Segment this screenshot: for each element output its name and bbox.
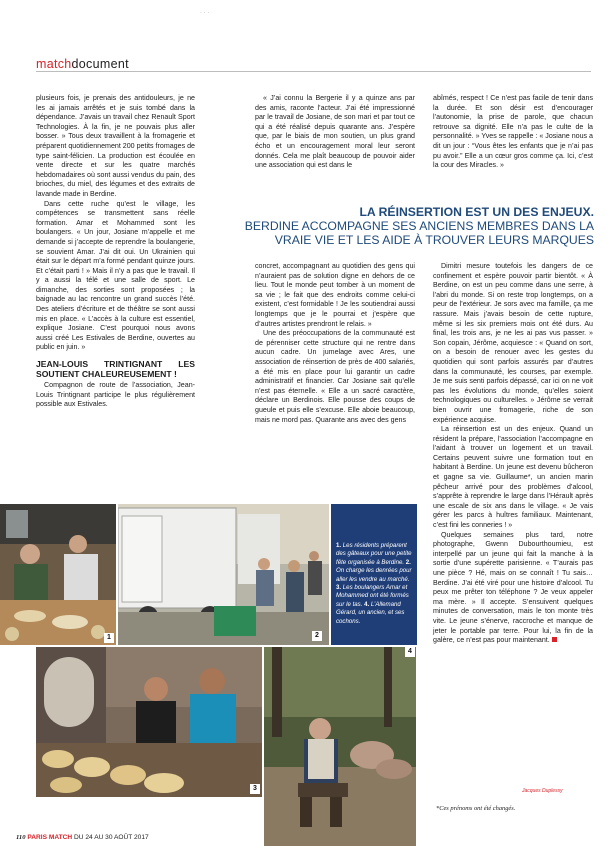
photo-kitchen-illustration xyxy=(0,504,116,645)
article-end-marker-icon xyxy=(552,637,557,642)
article-column-1 xyxy=(36,94,195,410)
col3-top-paragraph: abîmés, respect ! Ce n’est pas facile de tenir dans la durée. Et son désir est d’encourager l’autonomie, la prise de parole, que chacun retrouve sa dignité. Elle n’a pas le culte de la personnalité. » Yves se rappelle : « Josiane nous a dit un jour : “Vous êtes les enfants que je n’ai pas pu avoir.” Elle a un cœur gros comme ça. Ici, c’est la cour des Miracles. » xyxy=(433,94,593,170)
photo-bakers xyxy=(36,647,262,797)
footnote-text: *Ces prénoms ont été changés. xyxy=(436,805,516,812)
caption-number-2: 2. xyxy=(405,558,411,566)
caption-number-1: 1. xyxy=(336,542,342,549)
article-column-3-top xyxy=(433,94,593,171)
rubric-suffix: document xyxy=(71,57,129,71)
col3-mid-paragraph-1: Dimitri mesure toutefois les dangers de ce confinement et espère pouvoir partir bientôt. « À Berdine, on est un peu comme dans une serre, à l’abri du monde. Si on reste trop longtemps, on a peur de l’extérieur. Je sors avec ma famille, ça me rassure. Mais j’avais besoin de cette rupture, même si les six premiers mois ont été durs. Au final, les trois ans, je ne les ai pas vus passer. » Son copain, Jérôme, acquiesce : « Quand on sort, on a besoin de renouer avec les gestes du quotidien qui sont parfois assurés par d’autres dans la communauté, les courses, par exemple. Je me suis senti parfois dépassé, car ici on ne voit pas les évolutions du monde, qu’elles soient technologiques ou culturelles. » Jérôme se verrait bien ouvrir une fromagerie, riche de son expérience acquise. xyxy=(433,262,593,424)
top-registration-mark: · · · xyxy=(200,10,210,16)
pull-headline-line-1: LA RÉINSERTION EST UN DES ENJEUX. xyxy=(359,205,594,219)
caption-number-3: 3. xyxy=(336,584,342,592)
photo-truck-illustration xyxy=(118,504,329,645)
col1-paragraph-2: Dans cette ruche qu’est le village, les compétences se transmettent sans réelle formation. Amar et Mohammed sont les boulangers. « Un jour, Josiane m’appelle et me demande si j’accepte de reprendre la boulangerie, se souvient Amar. J’ai dit oui. Un Ukrainien qui était sur le départ m’a formé pendant quinze jours. Et c’était parti ! » Mais il n’y a pas que le travail. Il y a aussi la télé et une salle de sport. Le dimanche, des sorties sont proposées ; la baignade au lac rencontre un grand succès l’été. Des ateliers d’écriture et de théâtre se sont aussi mis en place. « L’accès à la culture est essentiel, explique Josiane. C’est pourquoi nous avons aussi créé Les Estivales de Berdine, ouvertes au public en juin. » xyxy=(36,199,195,352)
issue-dates: DU 24 AU 30 AOÛT 2017 xyxy=(74,834,149,841)
col2-mid-paragraph-2: Une des préoccupations de la communauté est de pérenniser cette structure qui ne rentre dans aucun cadre. Un jumelage avec Ares, une association de réinsertion de près de 400 salariés, a été mis en place pour lui garantir un cadre administratif et financier. Car Josiane sait qu’elle n’est pas éternelle. « Elle a un sacré caractère, déclare un Berdinois. Elle pousse des coups de gueule et puis elle s’excuse. Elle aboie beaucoup, mais ne mord pas. Quarante ans avec des gens xyxy=(255,329,415,424)
pull-headline xyxy=(210,205,594,247)
article-column-2-top xyxy=(255,94,415,171)
photo-man-with-pigs-illustration xyxy=(264,647,416,846)
caption-text-3: Les boulangers Amar et Mohammed ont été formés sur le tas. xyxy=(336,584,409,608)
photo-bakers-illustration xyxy=(36,647,262,797)
caption-number-4: 4. xyxy=(364,600,370,608)
footnote xyxy=(436,805,515,812)
photo-number-2: 2 xyxy=(312,631,322,641)
col2-mid-paragraph-1: concret, accompagnant au quotidien des gens qui n’auraient pas de solution digne en dehors de ce lieu. Tout le monde peut tomber à un moment de sa vie ; le fait que des endroits comme celui-ci existent, c’est formidable ! Je les soutiendrai aussi longtemps que je le pourrai et j’espère que d’autres artistes prendront le relais. » xyxy=(255,262,415,328)
article-column-2-middle xyxy=(255,262,415,425)
caption-text-1: Les résidents préparent des gâteaux pour une petite fête organisée à Berdine. xyxy=(336,542,412,566)
col1-paragraph-1: plusieurs fois, je prenais des antidouleurs, je ne les ai jamais arrêtés et je suis tombé dans la dépendance. J’avais un travail chez Renault Sport Technologies. À la fin, je ne pouvais plus aller bosser. » Tous deux travaillent à la fromagerie et préparent quotidiennement 200 petits fromages de type saint-félicien. La production est écoulée en vente directe et sur les quatre marchés hebdomadaires où sont aussi vendus du pain, des brioches, du miel, des légumes et des extraits de lavande made in Berdine. xyxy=(36,94,195,198)
header-rule xyxy=(36,71,591,72)
photo-man-with-pigs xyxy=(264,647,416,846)
col3-mid-paragraph-2: La réinsertion est un des enjeux. Quand un résident la prépare, l’association l’accompagne en l’aidant à trouver un logement et un travail. Certains peuvent suivre une formation tout en habitant à Berdine. Un jeune est devenu bûcheron et gagne sa vie. Guillaume*, un ancien marin pêcheur arrivé pour des problèmes d’alcool, s’apprête à reprendre le large dans l’Hérault après une escale de six ans dans le village. « Je vais gérer les parcs à huîtres familiaux. Maintenant, c’est fini les conneries ! » xyxy=(433,425,593,530)
col2-top-paragraph: « J’ai connu la Bergerie il y a quinze ans par des amis, raconte l’acteur. J’ai été impressionné par le travail de Josiane, de son mari et par tout ce qui a été réalisé depuis quarante ans. J’espère que, par le biais de mon soutien, un plus grand écho et un encouragement moral leur seront donnés. Cela me plaît beaucoup de pouvoir aider une association qui est dans le xyxy=(255,94,415,170)
rubric-prefix: match xyxy=(36,57,72,71)
photo-kitchen xyxy=(0,504,116,645)
photo-number-3: 3 xyxy=(250,784,260,794)
page-number: 110 xyxy=(16,834,26,841)
pull-headline-line-2: BERDINE ACCOMPAGNE SES ANCIENS MEMBRES DANS LA VRAIE VIE ET LES AIDE À TROUVER LEURS MARQUES xyxy=(244,219,594,247)
col3-mid-paragraph-3: Quelques semaines plus tard, notre photographe, Gwenn Dubourthoumieu, est interpellé par un jeune qui fait la manche à la sortie d’une supérette parisienne. « T’aurais pas une pièce ? Hé, mais on se connaît ! Tu sais… Berdine. J’ai été viré pour une histoire d’alcool. Tu peux me prêter ton téléphone ? Je veux appeler ma mère. » Il accepte. S’ensuivent quelques minutes de conversation, mais le ton monte très vite. Le jeune s’énerve, raccroche et manque de jeter le portable par terre. Pour lui, la fin de la galère, ce n’est pas pour maintenant. xyxy=(433,530,593,645)
page-footer xyxy=(16,834,149,841)
photo-number-1: 1 xyxy=(104,633,114,643)
publication-name: PARIS MATCH xyxy=(27,834,73,841)
photo-caption-box xyxy=(331,504,417,645)
photo-number-4: 4 xyxy=(405,647,415,657)
col1-subheading: JEAN-LOUIS TRINTIGNANT LES SOUTIENT CHALEUREUSEMENT ! xyxy=(36,359,195,380)
photo-truck xyxy=(118,504,329,645)
article-column-3-middle xyxy=(433,262,593,646)
photo-credit: Jacques Duplessy xyxy=(522,788,563,794)
caption-text-2: On charge les denrées pour aller les vendre au marché. xyxy=(336,567,412,583)
col1-paragraph-3: Compagnon de route de l’association, Jean-Louis Trintignant participe le plus régulièrement possible aux Estivales. xyxy=(36,381,195,409)
section-rubric xyxy=(36,57,129,71)
caption-text-4: L’Allemand Gérard, un ancien, et ses cochons. xyxy=(336,600,405,625)
